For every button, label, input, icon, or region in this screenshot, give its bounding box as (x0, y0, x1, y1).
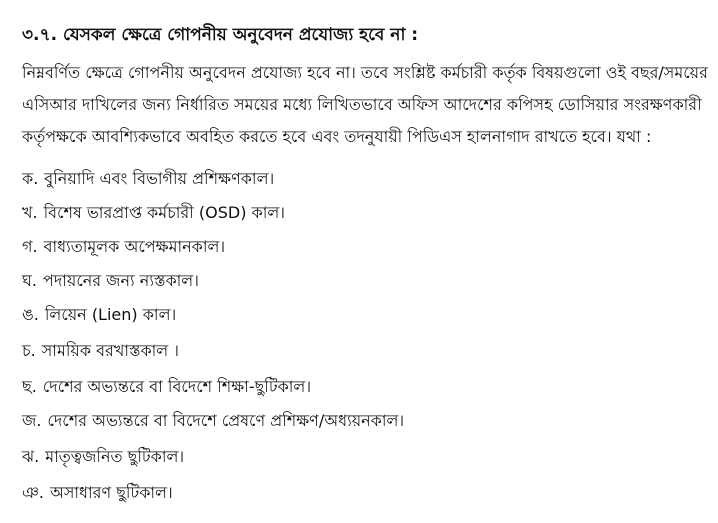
list-item (22, 338, 179, 365)
section-heading: ৩.৭. যেসকল ক্ষেত্রে গোপনীয় অনুবেদন প্রযোজ্য হবে না : (22, 25, 419, 45)
list-item (22, 444, 184, 471)
list-item-marker: ঝ. (22, 447, 40, 466)
list-item-marker: ঞ. (22, 483, 44, 502)
list-item-text: অসাধারণ ছুটিকাল। (49, 483, 173, 502)
list-item-text: লিয়েন (Lien) কাল। (44, 305, 177, 324)
list-item-text: সাময়িক বরখাস্তকাল । (41, 341, 180, 360)
list-item-text: বিশেষ ভারপ্রাপ্ত কর্মচারী (OSD) কাল। (43, 203, 285, 222)
paragraph-line-3: কর্তৃপক্ষকে আবশ্যিকভাবে অবহিত করতে হবে এবং তদনুযায়ী পিডিএস হালনাগাদ রাখতে হবে। যথা : (22, 127, 652, 146)
list-item-text: দেশের অভ্যন্তরে বা বিদেশে প্রেষণে প্রশিক্ষণ/অধ্যয়নকাল। (47, 411, 405, 430)
list-item-marker: ছ. (22, 377, 37, 396)
list-item-text: মাতৃত্বজনিত ছুটিকাল। (45, 447, 185, 466)
list-item-marker: ঙ. (22, 305, 39, 324)
list-item (22, 408, 404, 435)
list-item (22, 166, 274, 193)
list-item-marker: জ. (22, 411, 42, 430)
list-item-marker: খ. (22, 203, 38, 222)
list-item-text: দেশের অভ্যন্তরে বা বিদেশে শিক্ষা-ছুটিকাল। (42, 377, 312, 396)
list-item-text: বুনিয়াদি এবং বিভাগীয় প্রশিক্ষণকাল। (44, 169, 275, 188)
list-item (22, 234, 225, 261)
list-item-marker: ঘ. (22, 271, 37, 290)
list-item (22, 302, 176, 329)
list-item-text: বাধ্যতামূলক অপেক্ষমানকাল। (43, 237, 226, 256)
list-item (22, 268, 199, 295)
list-item-marker: ক. (22, 169, 39, 188)
paragraph-line-1: নিম্নবর্ণিত ক্ষেত্রে গোপনীয় অনুবেদন প্রযোজ্য হবে না। তবে সংশ্লিষ্ট কর্মচারী কর্তৃক বিষয়গুলো ওই বছর/সময়ের (22, 63, 708, 82)
list-item-text: পদায়নের জন্য ন্যস্তকাল। (42, 271, 199, 290)
paragraph-line-2: এসিআর দাখিলের জন্য নির্ধারিত সময়ের মধ্যে লিখিতভাবে অফিস আদেশের কপিসহ ডোসিয়ার সংরক্ষণকারী (22, 95, 702, 114)
list-item (22, 200, 285, 227)
list-item (22, 374, 311, 401)
list-item (22, 480, 173, 507)
list-item-marker: চ. (22, 341, 36, 360)
list-item-marker: গ. (22, 237, 38, 256)
